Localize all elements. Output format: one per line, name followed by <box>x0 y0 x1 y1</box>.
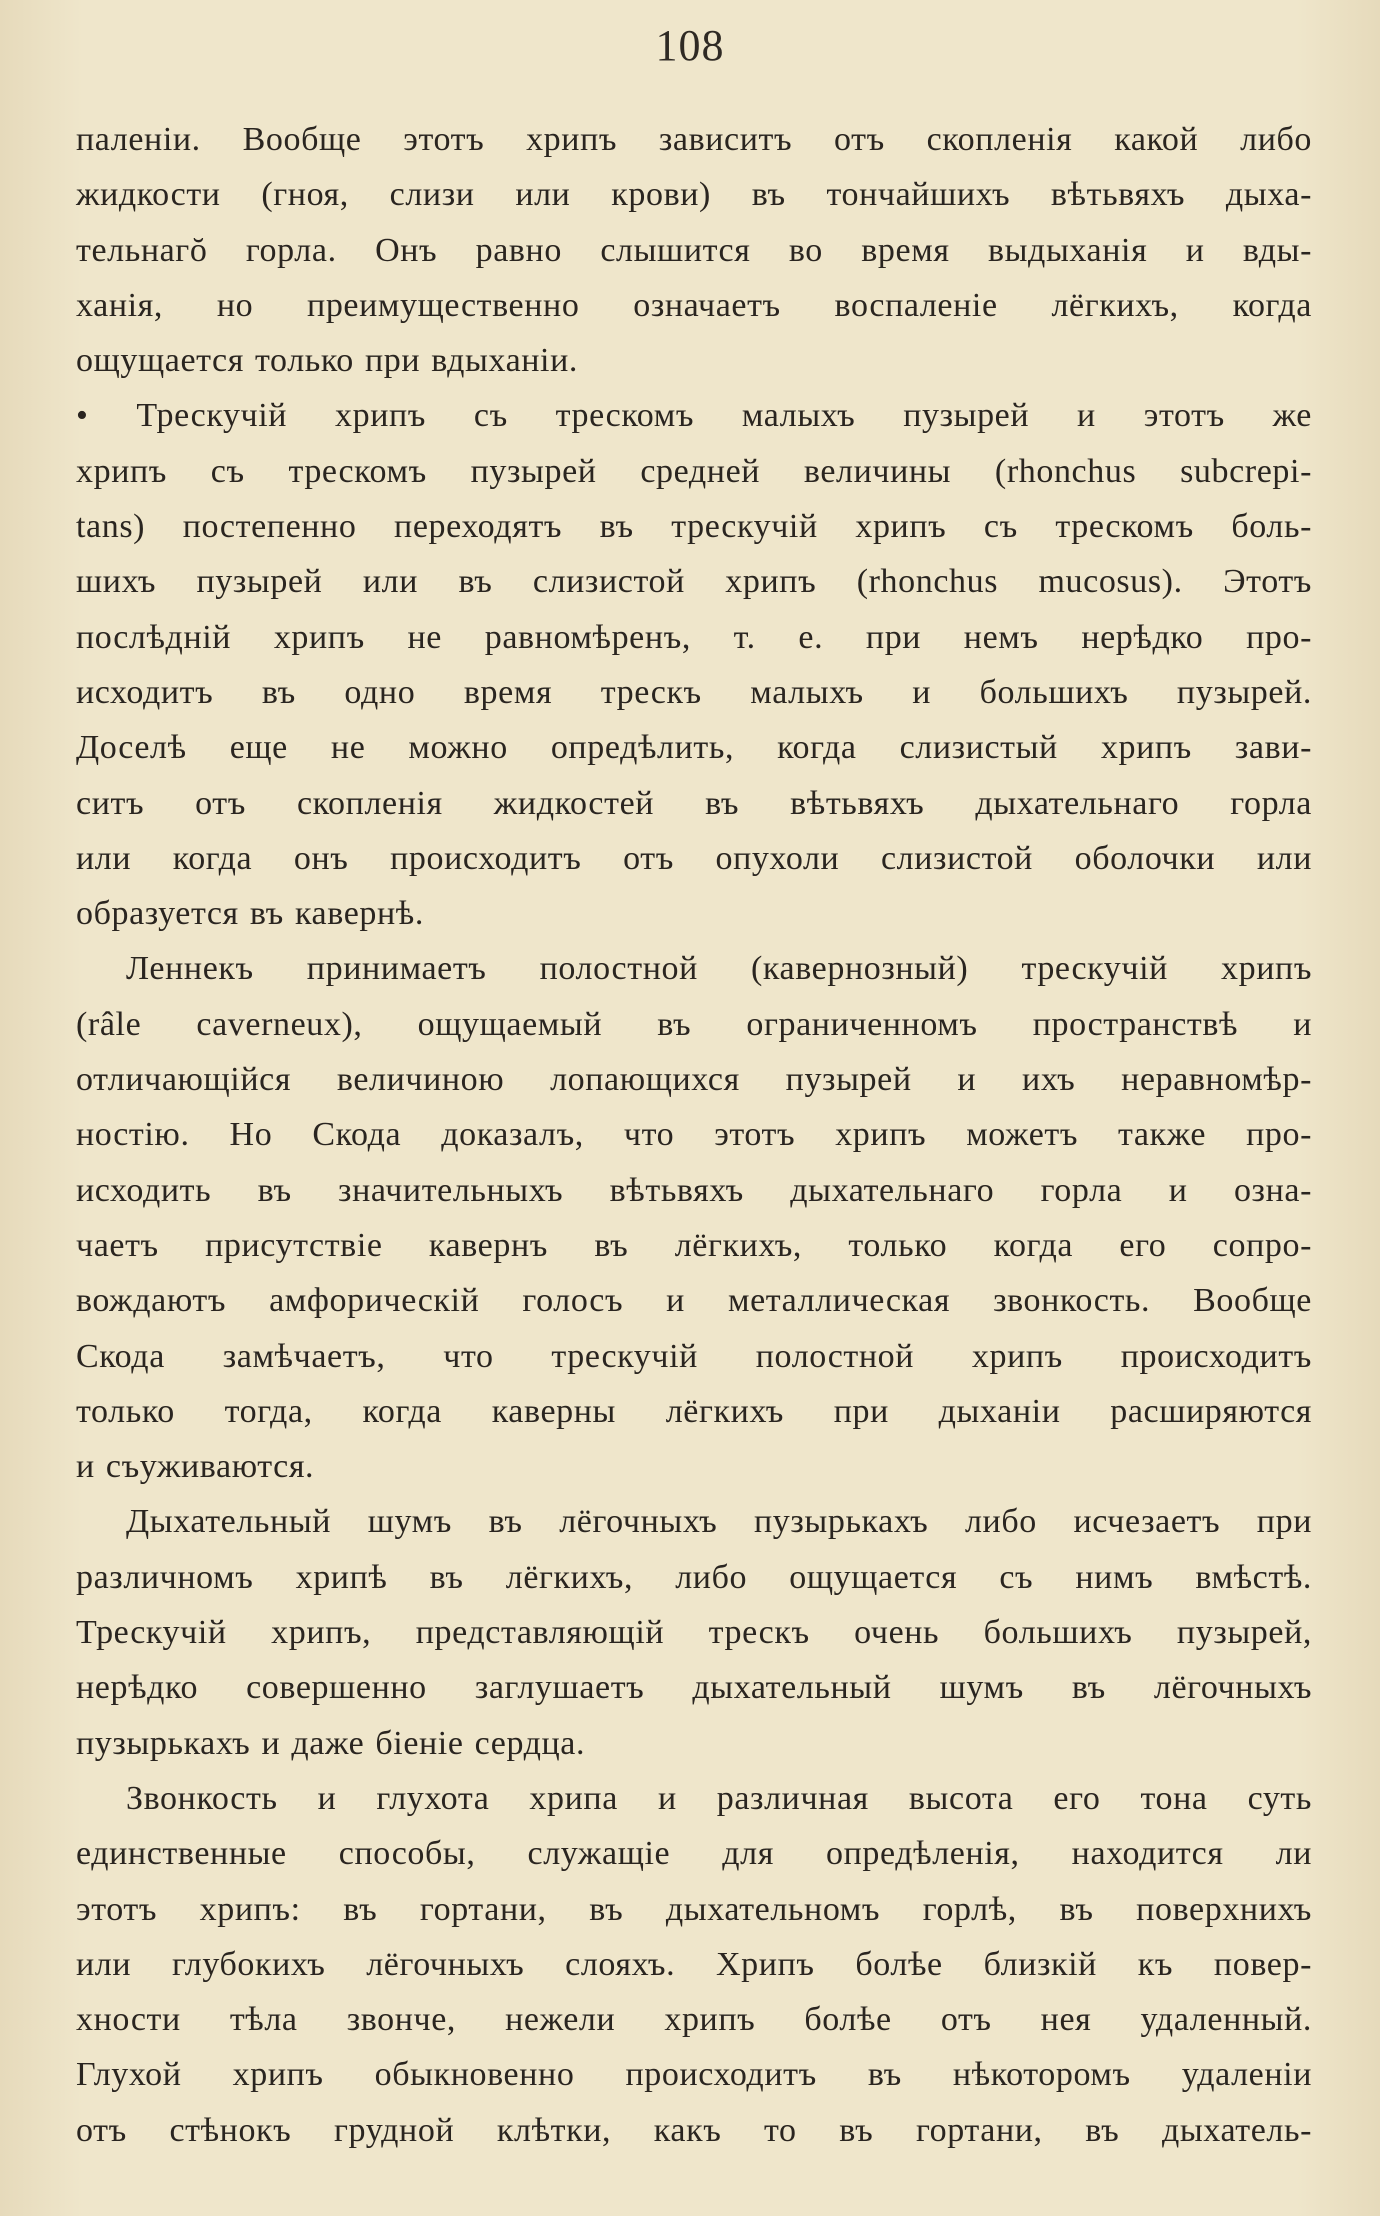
text-line: ностію. Но Скода доказалъ, что этотъ хрипъ можетъ также про- <box>76 1116 1312 1154</box>
text-line: Скода замѣчаетъ, что трескучій полостной хрипъ происходитъ <box>76 1337 1312 1375</box>
text-line: ощущается только при вдыханіи. <box>76 342 578 380</box>
text-line: Звонкость и глухота хрипа и различная высота его тона суть <box>126 1779 1312 1817</box>
text-line: пузырькахъ и даже біеніе сердца. <box>76 1724 586 1762</box>
page-number: 108 <box>655 21 725 70</box>
text-line: и съуживаются. <box>76 1448 315 1486</box>
text-line: отъ стѣнокъ грудной клѣтки, какъ то въ гортани, въ дыхатель- <box>76 2111 1312 2149</box>
text-line: исходить въ значительныхъ вѣтьвяхъ дыхательнаго горла и озна- <box>76 1171 1312 1209</box>
text-line: шихъ пузырей или въ слизистой хрипъ (rhonchus mucosus). Этотъ <box>76 563 1312 601</box>
text-line: паленіи. Вообще этотъ хрипъ зависитъ отъ скопленія какой либо <box>76 121 1312 158</box>
text-line: или глубокихъ лёгочныхъ слояхъ. Хрипъ болѣе близкій къ повер- <box>76 1945 1312 1983</box>
text-line: Трескучій хрипъ, представляющій трескъ очень большихъ пузырей, <box>76 1614 1312 1652</box>
page-text <box>76 112 1312 2158</box>
text-line: или когда онъ происходитъ отъ опухоли слизистой оболочки или <box>76 839 1312 877</box>
text-line: отличающійся величиною лопающихся пузырей и ихъ неравномѣр- <box>76 1061 1312 1099</box>
text-line: • Трескучій хрипъ съ трескомъ малыхъ пузырей и этотъ же <box>76 397 1312 435</box>
text-line: (râle caverneux), ощущаемый въ ограниченномъ пространствѣ и <box>76 1005 1312 1043</box>
text-line: единственные способы, служащіе для опредѣленія, находится ли <box>76 1835 1312 1873</box>
text-line: ситъ отъ скопленія жидкостей въ вѣтьвяхъ дыхательнаго горла <box>76 784 1312 822</box>
text-line: различномъ хрипѣ въ лёгкихъ, либо ощущается съ нимъ вмѣстѣ. <box>76 1558 1312 1596</box>
text-line: хности тѣла звонче, нежели хрипъ болѣе отъ нея удаленный. <box>76 2001 1312 2039</box>
text-line: послѣдній хрипъ не равномѣренъ, т. е. при немъ нерѣдко про- <box>76 618 1312 656</box>
text-line: Дыхательный шумъ въ лёгочныхъ пузырькахъ либо исчезаетъ при <box>126 1503 1312 1541</box>
text-line: исходитъ въ одно время трескъ малыхъ и большихъ пузырей. <box>76 673 1312 711</box>
text-line: tans) постепенно переходятъ въ трескучій хрипъ съ трескомъ боль- <box>76 508 1312 546</box>
text-line: Доселѣ еще не можно опредѣлить, когда слизистый хрипъ зави- <box>76 729 1312 767</box>
text-line: этотъ хрипъ: въ гортани, въ дыхательномъ горлѣ, въ поверхнихъ <box>76 1890 1312 1928</box>
text-line: жидкости (гноя, слизи или крови) въ тончайшихъ вѣтьвяхъ дыха- <box>76 176 1312 214</box>
text-line: чаетъ присутствіе кавернъ въ лёгкихъ, только когда его сопро- <box>76 1226 1312 1264</box>
text-line: Леннекъ принимаетъ полостной (кавернозный) трескучій хрипъ <box>126 950 1312 988</box>
text-line: только тогда, когда каверны лёгкихъ при дыханіи расширяются <box>76 1392 1312 1430</box>
text-line: вождаютъ амфорическій голосъ и металлическая звонкость. Вообще <box>76 1282 1312 1320</box>
text-line: образуется въ кавернѣ. <box>76 895 424 933</box>
text-line: нерѣдко совершенно заглушаетъ дыхательный шумъ въ лёгочныхъ <box>76 1669 1312 1707</box>
text-line: хрипъ съ трескомъ пузырей средней величины (rhonchus subcrepi- <box>76 452 1312 490</box>
text-line: Глухой хрипъ обыкновенно происходитъ въ нѣкоторомъ удаленіи <box>76 2056 1312 2094</box>
text-line: тельнагŏ горла. Онъ равно слышится во время выдыханія и вды- <box>76 231 1312 269</box>
text-line: ханія, но преимущественно означаетъ воспаленіе лёгкихъ, когда <box>76 286 1312 324</box>
